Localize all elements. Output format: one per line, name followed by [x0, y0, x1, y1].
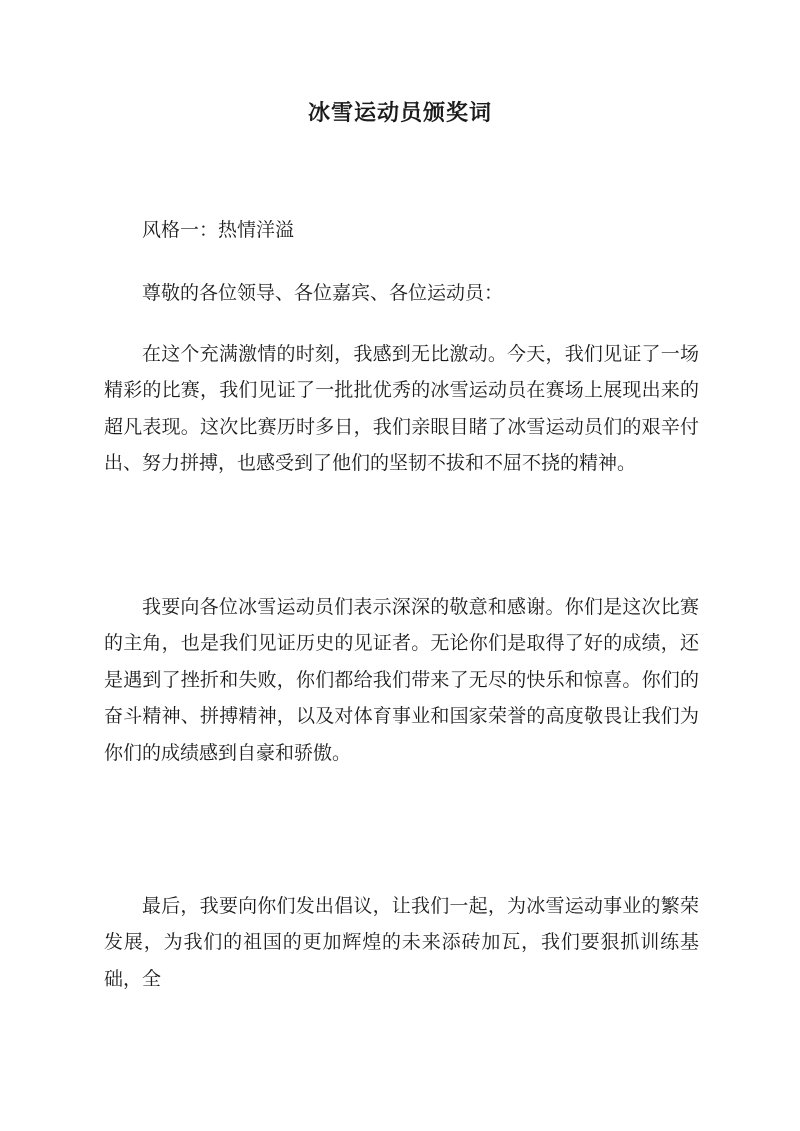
paragraph-1: 在这个充满激情的时刻，我感到无比激动。今天，我们见证了一场精彩的比赛，我们见证了一批批优秀的冰雪运动员在赛场上展现出来的超凡表现。这次比赛历时多日，我们亲眼目睹了冰雪运动员们的艰辛付出、努力拼搏，也感受到了他们的坚韧不拔和不屈不挠的精神。 — [104, 343, 699, 475]
paragraph-2: 我要向各位冰雪运动员们表示深深的敬意和感谢。你们是这次比赛的主角，也是我们见证历史的见证者。无论你们是取得了好的成绩，还是遇到了挫折和失败，你们都给我们带来了无尽的快乐和惊喜。你们的奋斗精神、拼搏精神，以及对体育事业和国家荣誉的高度敬畏让我们为你们的成绩感到自豪和骄傲。 — [104, 596, 699, 764]
paragraph-3: 最后，我要向你们发出倡议，让我们一起，为冰雪运动事业的繁荣发展，为我们的祖国的更加辉煌的未来添砖加瓦，我们要狠抓训练基础，全 — [104, 895, 699, 990]
style-label: 风格一：热情洋溢 — [142, 219, 295, 241]
greeting-line: 尊敬的各位领导、各位嘉宾、各位运动员： — [142, 282, 504, 304]
document-title: 冰雪运动员颁奖词 — [307, 100, 492, 126]
